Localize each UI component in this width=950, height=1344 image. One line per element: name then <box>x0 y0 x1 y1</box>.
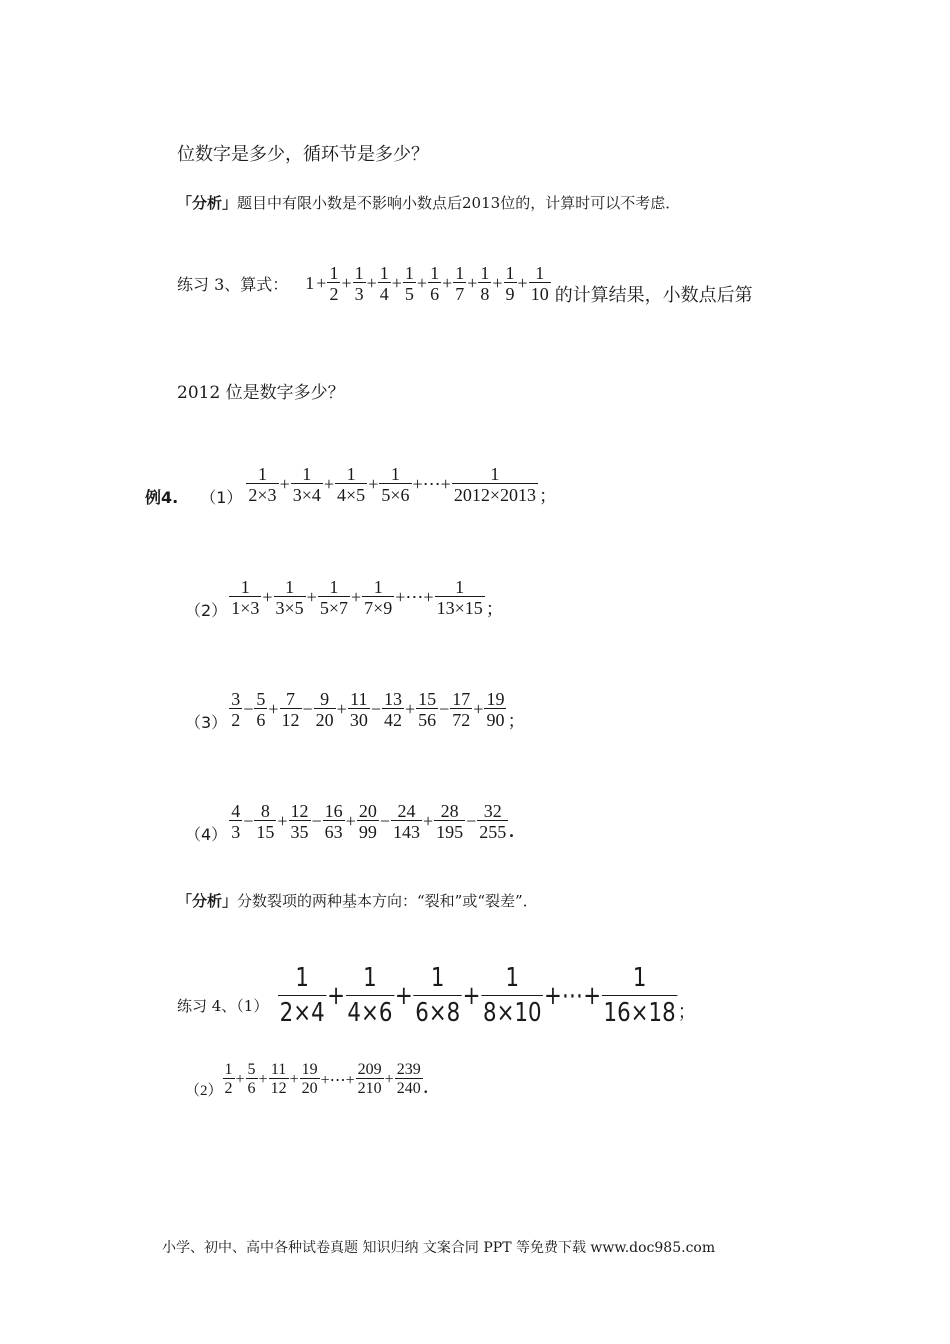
fraction: $\frac{4}{3}$ <box>231 801 241 842</box>
fraction: $\frac{5}{6}$ <box>247 1061 256 1097</box>
fraction: $\frac{5}{6}$ <box>256 689 266 730</box>
practice-3-line <box>177 263 753 306</box>
practice-4-part-2: （2） $\frac{1}{2}$ + $\frac{5}{6}$ + $\frac{11}{12}$ + $\frac{19}{20}$ +⋯+ $\frac{209}{210}$ + $\frac{239}{240}$ . <box>185 1061 428 1099</box>
practice-3-label: 练习 3、算式： <box>177 275 289 294</box>
fraction: $\frac{1}{2\times 3}$ <box>248 464 277 505</box>
example-4-part-2: （2） $\frac{1}{1\times 3}$ + $\frac{1}{3\times 5}$ + $\frac{1}{5\times 7}$ + $\frac{1}{7\times 9}$ +⋯+ $\frac{1}{13\times 15}$ ； <box>185 577 504 620</box>
fraction: $\frac{15}{56}$ <box>418 689 437 730</box>
example-4-part-1: 例4. （1） $\frac{1}{2\times 3}$ + $\frac{1}{3\times 4}$ + $\frac{1}{4\times 5}$ + $\frac{1}{5\times 6}$ +⋯+ $\frac{1}{2012\times 2013}$ ； <box>145 464 557 507</box>
fraction: $\frac{1}{3\times 5}$ <box>275 577 304 618</box>
practice-4-part-1 <box>177 965 787 1026</box>
fraction: $\frac{209}{210}$ <box>357 1061 382 1097</box>
fraction: $\frac{1}{7}$ <box>455 263 465 304</box>
fraction: $\frac{1}{7\times 9}$ <box>364 577 393 618</box>
fraction: $\frac{9}{20}$ <box>315 689 334 730</box>
fraction: $\frac{1}{4\times 5}$ <box>337 464 366 505</box>
part-label: （1） <box>200 488 243 507</box>
fraction: $\frac{20}{99}$ <box>358 801 377 842</box>
fraction: $\frac{1}{5\times 6}$ <box>381 464 410 505</box>
fraction: $\frac{16}{63}$ <box>324 801 343 842</box>
question-continuation: 位数字是多少，循环节是多少？ <box>177 144 429 165</box>
fraction: $\frac{1}{8}$ <box>480 263 490 304</box>
fraction: $\frac{1}{8\times 10}$ <box>483 963 542 1028</box>
fraction: $\frac{11}{12}$ <box>270 1061 287 1097</box>
fraction: $\frac{1}{1\times 3}$ <box>231 577 260 618</box>
fraction: $\frac{1}{16\times 18}$ <box>603 963 677 1028</box>
fraction: $\frac{1}{2}$ <box>329 263 339 304</box>
part-label: （2） <box>185 1083 223 1099</box>
fraction: $\frac{1}{6\times 8}$ <box>415 963 461 1028</box>
fraction: $\frac{1}{3\times 4}$ <box>292 464 321 505</box>
part-label: （4） <box>185 825 228 844</box>
practice-3-suffix: 的计算结果，小数点后第 <box>554 284 753 306</box>
fraction: $\frac{8}{15}$ <box>256 801 275 842</box>
fraction: $\frac{11}{30}$ <box>349 689 368 730</box>
analysis-2 <box>177 890 538 911</box>
fraction: $\frac{28}{195}$ <box>436 801 464 842</box>
fraction: $\frac{13}{42}$ <box>383 689 402 730</box>
part-label: （3） <box>185 713 228 732</box>
fraction: $\frac{1}{4}$ <box>379 263 389 304</box>
fraction: $\frac{32}{255}$ <box>479 801 507 842</box>
analysis-text: 分数裂项的两种基本方向：“裂和”或“裂差”． <box>237 892 538 910</box>
part-label: （2） <box>185 601 228 620</box>
analysis-tag: 「分析」 <box>177 194 238 212</box>
analysis-1 <box>177 192 680 213</box>
practice-3-expression: 1 + $\frac{1}{2}$ + $\frac{1}{3}$ + $\frac{1}{4}$ + $\frac{1}{5}$ + $\frac{1}{6}$ + $\frac{1}{7}$ + $\frac{1}{8}$ + $\frac{1}{9}$ + $\frac{1}{10}$ <box>305 263 549 304</box>
fraction: $\frac{1}{4\times 6}$ <box>347 963 393 1028</box>
practice-4-label: 练习 4、（1） <box>177 997 269 1015</box>
example-4-part-4: （4） $\frac{4}{3}$ − $\frac{8}{15}$ + $\frac{12}{35}$ − $\frac{16}{63}$ + $\frac{20}{99}$ − $\frac{24}{143}$ + $\frac{28}{195}$ − $\frac{32}{255}$ . <box>185 801 514 844</box>
practice-3-line2: 2012 位是数字多少？ <box>177 383 345 403</box>
fraction: $\frac{1}{2012\times 2013}$ <box>453 464 536 505</box>
fraction: $\frac{1}{6}$ <box>430 263 440 304</box>
example-4-part-3: （3） $\frac{3}{2}$ − $\frac{5}{6}$ + $\frac{7}{12}$ − $\frac{9}{20}$ + $\frac{11}{30}$ − $\frac{13}{42}$ + $\frac{15}{56}$ − $\frac{17}{72}$ + $\frac{19}{90}$ ； <box>185 689 526 732</box>
fraction: $\frac{1}{13\times 15}$ <box>436 577 483 618</box>
lead-term: 1 <box>305 273 315 293</box>
fraction: $\frac{239}{240}$ <box>396 1061 421 1097</box>
fraction: $\frac{1}{10}$ <box>530 263 549 304</box>
fraction: $\frac{1}{2\times 4}$ <box>279 963 325 1028</box>
analysis-tag: 「分析」 <box>177 892 238 910</box>
fraction: $\frac{1}{3}$ <box>354 263 364 304</box>
analysis-text: 题目中有限小数是不影响小数点后2013位的，计算时可以不考虑． <box>237 194 681 212</box>
fraction: $\frac{1}{9}$ <box>505 263 515 304</box>
footer: 小学、初中、高中各种试卷真题 知识归纳 文案合同 PPT 等免费下载 www.doc985.com <box>162 1240 716 1256</box>
fraction: $\frac{12}{35}$ <box>290 801 309 842</box>
fraction: $\frac{1}{5\times 7}$ <box>319 577 348 618</box>
fraction: $\frac{24}{143}$ <box>392 801 420 842</box>
fraction: $\frac{17}{72}$ <box>452 689 471 730</box>
example-4-label: 例4. <box>145 488 179 507</box>
fraction: $\frac{7}{12}$ <box>281 689 300 730</box>
practice-4-expression: $\frac{1}{2\times 4}$ + $\frac{1}{4\times 6}$ + $\frac{1}{6\times 8}$ + $\frac{1}{8\times 10}$ +⋯+ $\frac{1}{16\times 18}$ ； <box>279 963 695 1028</box>
fraction: $\frac{19}{90}$ <box>486 689 505 730</box>
fraction: $\frac{3}{2}$ <box>231 689 241 730</box>
fraction: $\frac{1}{2}$ <box>224 1061 233 1097</box>
fraction: $\frac{19}{20}$ <box>301 1061 318 1097</box>
fraction: $\frac{1}{5}$ <box>404 263 414 304</box>
